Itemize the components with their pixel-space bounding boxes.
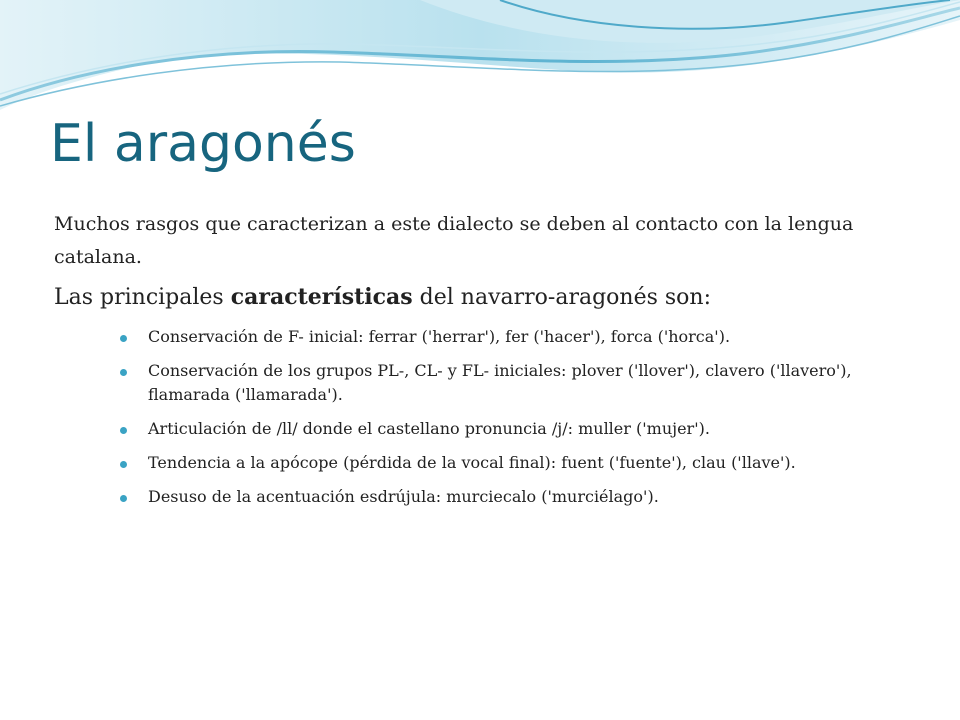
lead-sentence [54, 282, 914, 313]
lead-text-bold: características [230, 284, 413, 310]
list-item [120, 451, 914, 475]
bullet-icon [120, 427, 127, 434]
lead-text-before: Las principales [54, 285, 231, 310]
list-item [120, 359, 914, 407]
decorative-wave-header [0, 0, 960, 120]
list-item-text: Desuso de la acentuación esdrújula: murciecalo ('murciélago'). [148, 487, 659, 506]
list-item [120, 325, 914, 349]
slide-body [54, 208, 914, 519]
bullet-icon [120, 495, 127, 502]
intro-paragraph: Muchos rasgos que caracterizan a este dialecto se deben al contacto con la lengua catalana. [54, 213, 854, 268]
bullet-icon [120, 369, 127, 376]
features-list [54, 325, 914, 509]
lead-text-after: del navarro-aragonés son: [412, 285, 712, 310]
list-item-text: Articulación de /ll/ donde el castellano pronuncia /j/: muller ('mujer'). [148, 419, 710, 438]
bullet-icon [120, 461, 127, 468]
list-item-text: Conservación de F- inicial: ferrar ('herrar'), fer ('hacer'), forca ('horca'). [148, 327, 731, 346]
slide-title: El aragonés [50, 114, 356, 174]
list-item-text: Conservación de los grupos PL-, CL- y FL- iniciales: plover ('llover'), clavero ('llavero'), flamarada ('llamarada'). [148, 361, 852, 404]
list-item-text: Tendencia a la apócope (pérdida de la vocal final): fuent ('fuente'), clau ('llave'). [148, 453, 796, 472]
list-item [120, 485, 914, 509]
bullet-icon [120, 335, 127, 342]
list-item [120, 417, 914, 441]
